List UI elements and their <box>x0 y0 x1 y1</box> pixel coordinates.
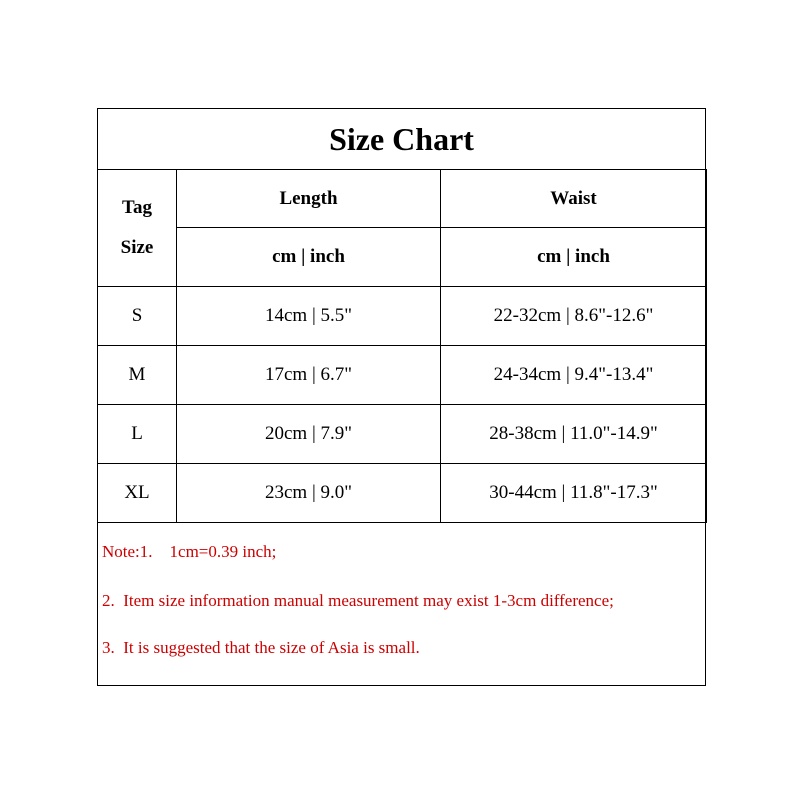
length-unit: cm | inch <box>177 228 441 287</box>
size-cell: XL <box>98 464 177 523</box>
table-row <box>98 346 707 405</box>
tag-size-line1: Tag <box>122 197 152 218</box>
header-row <box>98 170 707 228</box>
waist-unit: cm | inch <box>441 228 707 287</box>
size-chart <box>97 108 706 686</box>
tag-size-header <box>98 170 177 287</box>
table-row <box>98 405 707 464</box>
length-cell: 14cm | 5.5" <box>177 287 441 346</box>
chart-title: Size Chart <box>98 109 705 170</box>
tag-size-line2: Size <box>120 237 154 258</box>
waist-cell: 28-38cm | 11.0"-14.9" <box>441 405 707 464</box>
length-cell: 20cm | 7.9" <box>177 405 441 464</box>
size-cell: L <box>98 405 177 464</box>
length-header: Length <box>177 170 441 228</box>
unit-row <box>98 228 707 287</box>
size-cell: S <box>98 287 177 346</box>
length-cell: 23cm | 9.0" <box>177 464 441 523</box>
table-row <box>98 287 707 346</box>
note-3: 3. It is suggested that the size of Asia is small. <box>102 638 420 657</box>
note-2: 2. Item size information manual measurement may exist 1-3cm difference; <box>102 591 614 610</box>
waist-cell: 24-34cm | 9.4"-13.4" <box>441 346 707 405</box>
waist-cell: 22-32cm | 8.6"-12.6" <box>441 287 707 346</box>
size-cell: M <box>98 346 177 405</box>
length-cell: 17cm | 6.7" <box>177 346 441 405</box>
waist-header: Waist <box>441 170 707 228</box>
size-table <box>97 169 707 523</box>
table-row <box>98 464 707 523</box>
note-1: Note:1. 1cm=0.39 inch; <box>102 542 277 561</box>
waist-cell: 30-44cm | 11.8"-17.3" <box>441 464 707 523</box>
